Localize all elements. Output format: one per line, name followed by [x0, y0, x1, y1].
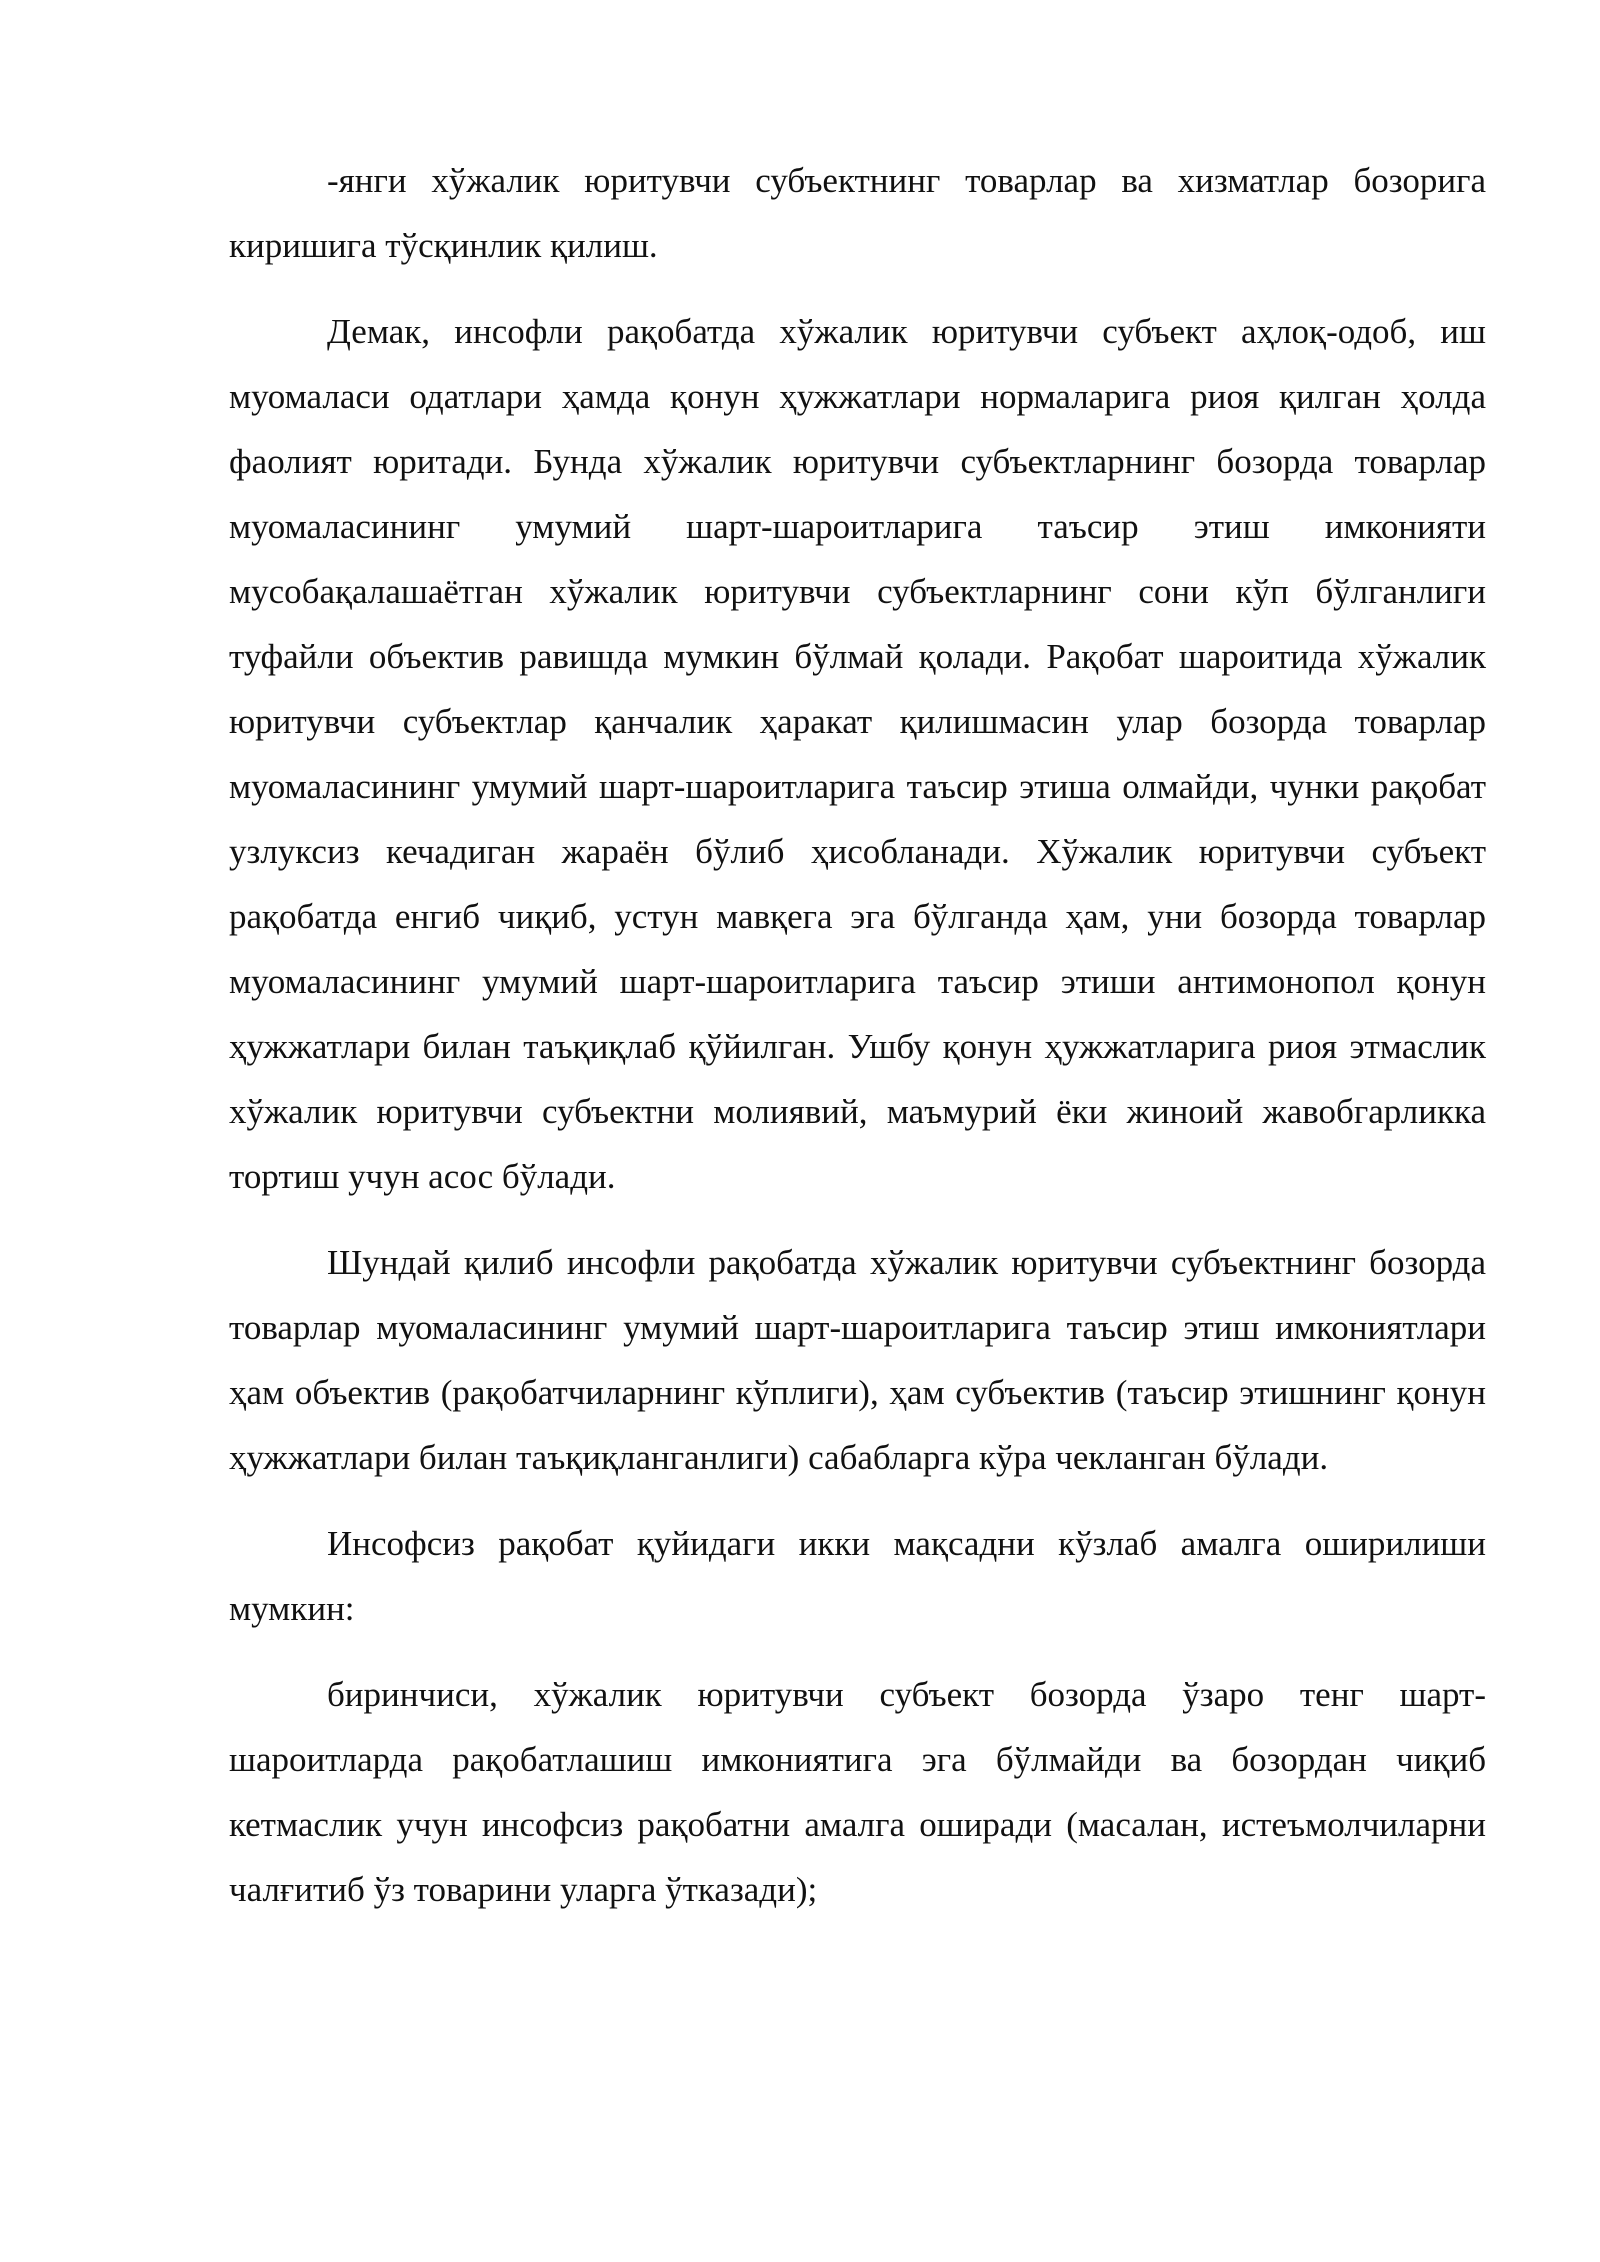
paragraph-unfair-competition-goals: Инсофсиз рақобат қуйидаги икки мақсадни кўзлаб амалга оширилиши мумкин: [229, 1524, 1486, 1628]
paragraph-fair-competition: Демак, инсофли рақобатда хўжалик юритувчи субъект аҳлоқ-одоб, иш муомаласи одатлари ҳамда қонун ҳужжатлари нормаларига риоя қилган ҳолда фаолият юритади. Бунда хўжалик юритувчи субъектларнинг бозорда товарлар муомаласининг умумий шарт-шароитларига таъсир этиш имконияти мусобақалашаётган хўжалик юритувчи субъектларнинг сони кўп бўлганлиги туфайли объектив равишда мумкин бўлмай қолади. Рақобат шароитида хўжалик юритувчи субъектлар қанчалик ҳаракат қилишмасин улар бозорда товарлар муомаласининг умумий шарт-шароитларига таъсир этиша олмайди, чунки рақобат узлуксиз кечадиган жараён бўлиб ҳисобланади. Хўжалик юритувчи субъект рақобатда енгиб чиқиб, устун мавқега эга бўлганда ҳам, уни бозорда товарлар муомаласининг умумий шарт-шароитларига таъсир этиши антимонопол қонун ҳужжатлари билан таъқиқлаб қўйилган. Ушбу қонун ҳужжатларига риоя этмаслик хўжалик юритувчи субъектни молиявий, маъмурий ёки жиноий жавобгарликка тортиш учун асос бўлади. [229, 312, 1486, 1196]
paragraph-market-entry-barrier: -янги хўжалик юритувчи субъектнинг товарлар ва хизматлар бозорига киришига тўсқинлик қилиш. [229, 161, 1486, 265]
paragraph-conclusion: Шундай қилиб инсофли рақобатда хўжалик юритувчи субъектнинг бозорда товарлар муомаласининг умумий шарт-шароитларига таъсир этиш имкониятлари ҳам объектив (рақобатчиларнинг кўплиги), ҳам субъектив (таъсир этишнинг қонун ҳужжатлари билан таъқиқланганлиги) сабабларга кўра чекланган бўлади. [229, 1243, 1486, 1477]
document-body [229, 148, 1486, 1943]
paragraph-first-goal: биринчиси, хўжалик юритувчи субъект бозорда ўзаро тенг шарт-шароитларда рақобатлашиш имкониятига эга бўлмайди ва бозордан чиқиб кетмаслик учун инсофсиз рақобатни амалга оширади (масалан, истеъмолчиларни чалғитиб ўз товарини уларга ўтказади); [229, 1675, 1486, 1909]
